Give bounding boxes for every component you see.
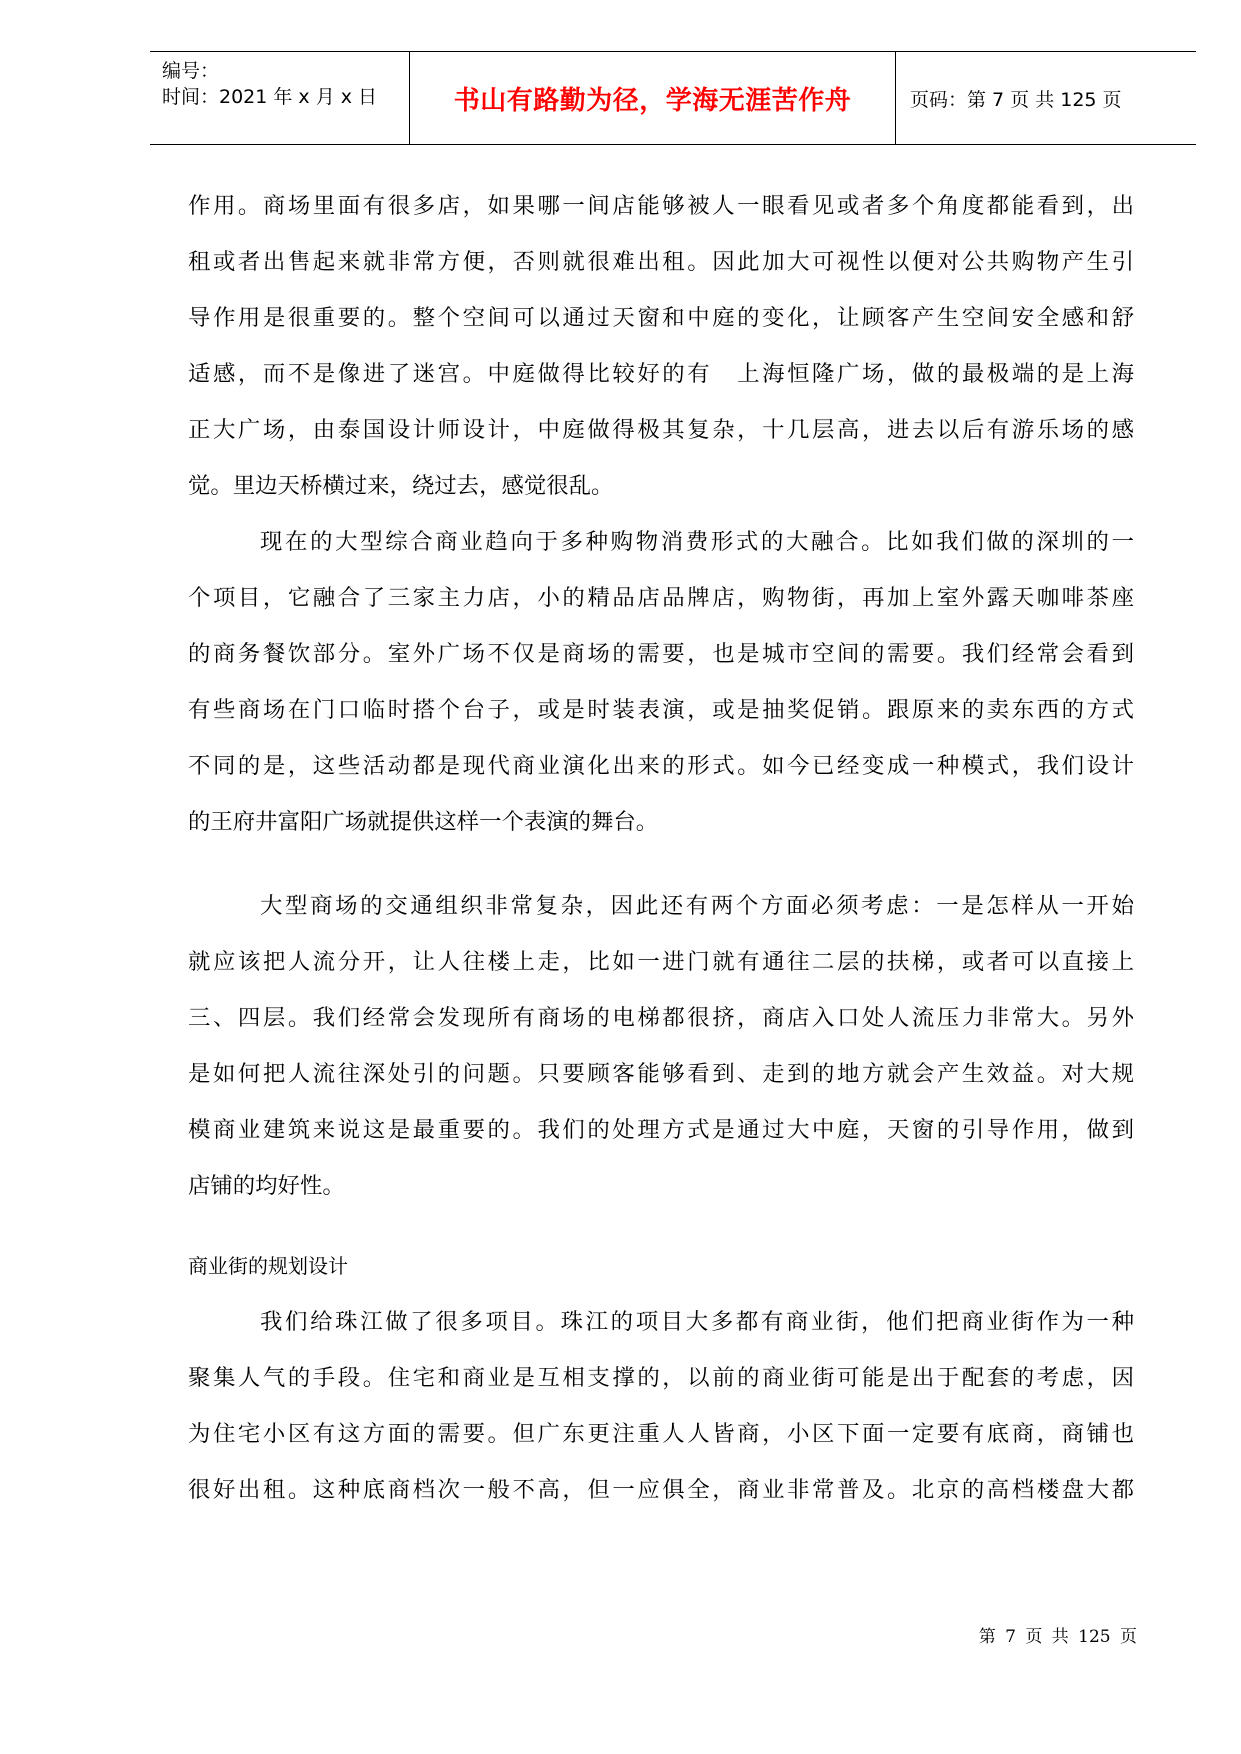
text-line: 模商业建筑来说这是最重要的。我们的处理方式是通过大中庭，天窗的引导作用，做到 — [188, 1117, 1134, 1143]
paragraph-spacer — [188, 1214, 1134, 1238]
text-line: 导作用是很重要的。整个空间可以通过天窗和中庭的变化，让顾客产生空间安全感和舒 — [188, 305, 1134, 331]
document-number-label: 编号： — [162, 60, 220, 82]
header-page-info: 页码：第 7 页 共 125 页 — [910, 88, 1122, 111]
paragraph-2 — [188, 514, 1134, 850]
text-line: 作用。商场里面有很多店，如果哪一间店能够被人一眼看见或者多个角度都能看到，出 — [188, 193, 1134, 219]
text-line: 正大广场，由泰国设计师设计，中庭做得极其复杂，十几层高，进去以后有游乐场的感 — [188, 417, 1134, 443]
text-line: 为住宅小区有这方面的需要。但广东更注重人人皆商，小区下面一定要有底商，商铺也 — [188, 1421, 1134, 1447]
document-header — [150, 51, 1196, 145]
text-line: 是如何把人流往深处引的问题。只要顾客能够看到、走到的地方就会产生效益。对大规 — [188, 1061, 1134, 1087]
text-line: 的王府井富阳广场就提供这样一个表演的舞台。 — [188, 809, 659, 835]
paragraph-spacer — [188, 850, 1134, 878]
header-motto: 书山有路勤为径，学海无涯苦作舟 — [410, 52, 896, 144]
text-line: 现在的大型综合商业趋向于多种购物消费形式的大融合。比如我们做的深圳的一 — [260, 529, 1134, 555]
paragraph-3 — [188, 878, 1134, 1214]
document-body — [188, 178, 1134, 1518]
text-line: 租或者出售起来就非常方便，否则就很难出租。因此加大可视性以便对公共购物产生引 — [188, 249, 1134, 275]
text-line: 有些商场在门口临时搭个台子，或是时装表演，或是抽奖促销。跟原来的卖东西的方式 — [188, 697, 1134, 723]
text-line: 不同的是，这些活动都是现代商业演化出来的形式。如今已经变成一种模式，我们设计 — [188, 753, 1134, 779]
page-footer: 第 7 页 共 125 页 — [978, 1627, 1137, 1647]
text-line: 聚集人气的手段。住宅和商业是互相支撑的，以前的商业街可能是出于配套的考虑，因 — [188, 1365, 1134, 1391]
paragraph-1 — [188, 178, 1134, 514]
text-line: 三、四层。我们经常会发现所有商场的电梯都很挤，商店入口处人流压力非常大。另外 — [188, 1005, 1134, 1031]
text-line: 大型商场的交通组织非常复杂，因此还有两个方面必须考虑：一是怎样从一开始 — [260, 893, 1134, 919]
text-line: 我们给珠江做了很多项目。珠江的项目大多都有商业街，他们把商业街作为一种 — [260, 1309, 1134, 1335]
header-meta-cell — [150, 52, 410, 144]
text-line: 就应该把人流分开，让人往楼上走，比如一进门就有通往二层的扶梯，或者可以直接上 — [188, 949, 1134, 975]
document-date-label: 时间：2021 年 x 月 x 日 — [162, 86, 378, 108]
text-line: 店铺的均好性。 — [188, 1173, 345, 1199]
text-line: 适感，而不是像进了迷宫。中庭做得比较好的有 上海恒隆广场，做的最极端的是上海 — [188, 361, 1134, 387]
text-line: 的商务餐饮部分。室外广场不仅是商场的需要，也是城市空间的需要。我们经常会看到 — [188, 641, 1134, 667]
section-heading: 商业街的规划设计 — [188, 1254, 348, 1278]
paragraph-4 — [188, 1294, 1134, 1518]
text-line: 个项目，它融合了三家主力店，小的精品店品牌店，购物街，再加上室外露天咖啡茶座 — [188, 585, 1134, 611]
text-line: 觉。里边天桥横过来，绕过去，感觉很乱。 — [188, 473, 614, 499]
text-line: 很好出租。这种底商档次一般不高，但一应俱全，商业非常普及。北京的高档楼盘大都 — [188, 1477, 1134, 1503]
